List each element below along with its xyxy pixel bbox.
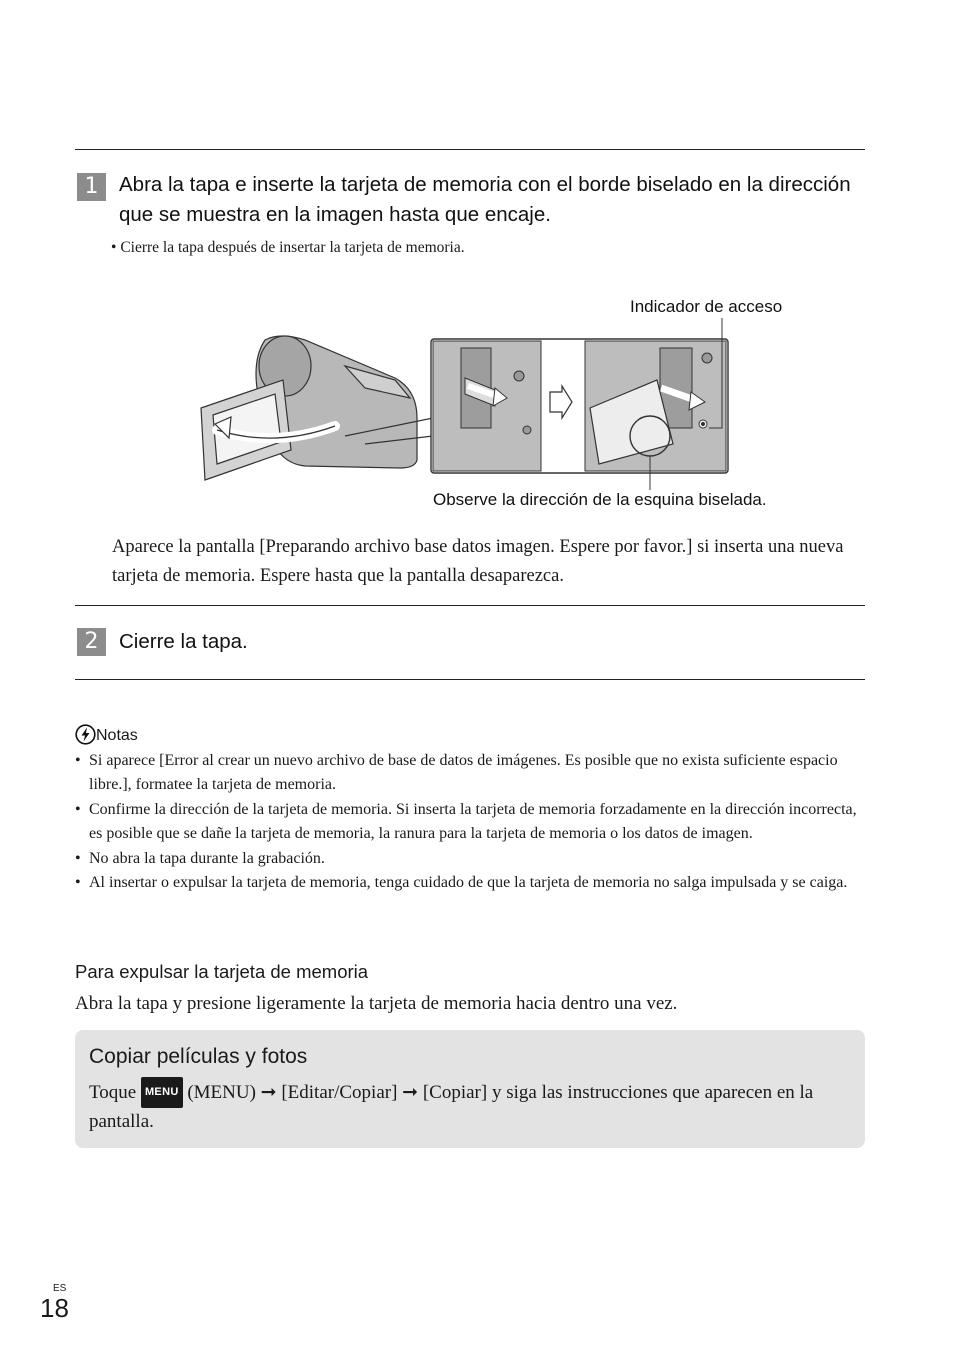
step-1-bullet-text: Cierre la tapa después de insertar la tarjeta de memoria. [120, 239, 465, 256]
eject-heading: Para expulsar la tarjeta de memoria [75, 961, 369, 982]
page-number: 18 [40, 1293, 69, 1323]
step-1-bullet [111, 239, 465, 257]
note-item: • Al insertar o expulsar la tarjeta de memoria, tenga cuidado de que la tarjeta de memoria no salga impulsada y se caiga. [75, 871, 865, 895]
step-2-number: 2 [77, 628, 106, 656]
tip-step-b: [Copiar] y siga las instrucciones que aparecen en la pantalla. [89, 1082, 814, 1132]
caution-icon [75, 724, 96, 745]
camcorder-drawing [201, 336, 433, 480]
page-language: ES [53, 1283, 67, 1294]
tip-prefix: Toque [89, 1082, 137, 1103]
tip-body [89, 1077, 854, 1136]
arrow-right-icon: ➞ [402, 1082, 419, 1103]
copy-tip-box [75, 1030, 865, 1148]
rule-after-step-1 [75, 605, 865, 606]
step-2-text: Cierre la tapa. [119, 630, 248, 653]
callout-bevel-corner: Observe la dirección de la esquina biselada. [433, 490, 767, 509]
eject-text: Abra la tapa y presione ligeramente la tarjeta de memoria hacia dentro una vez. [75, 993, 678, 1014]
preparing-paragraph: Aparece la pantalla [Preparando archivo base datos imagen. Espere por favor.] si inserta una nueva tarjeta de memoria. Espere hasta que la pantalla desaparezca. [112, 537, 844, 586]
callout-access-indicator: Indicador de acceso [630, 297, 783, 316]
top-rule [75, 149, 865, 150]
rule-after-step-2 [75, 679, 865, 680]
bullet-dot: • [111, 239, 121, 256]
notes-heading-text: Notas [96, 727, 138, 744]
notes-heading [75, 724, 138, 745]
note-item: • No abra la tapa durante la grabación. [75, 847, 865, 871]
memory-card-illustration [195, 318, 745, 490]
note-item: • Confirme la dirección de la tarjeta de memoria. Si inserta la tarjeta de memoria forzadamente en la dirección incorrecta, es posible que se dañe la tarjeta de memoria, la ranura para la tarjeta de memoria o los datos de imagen. [75, 798, 865, 847]
note-item: • Si aparece [Error al crear un nuevo archivo de base de datos de imágenes. Es posible que no exista suficiente espacio libre.], formatee la tarjeta de memoria. [75, 749, 865, 798]
step-1-number: 1 [77, 173, 106, 201]
notes-list [75, 749, 865, 895]
tip-menu-label: (MENU) [187, 1082, 256, 1103]
step-1-text: Abra la tapa e inserte la tarjeta de memoria con el borde biselado en la dirección que se muestra en la imagen hasta que encaje. [119, 173, 851, 226]
tip-step-a: [Editar/Copiar] [281, 1082, 398, 1103]
tip-title: Copiar películas y fotos [89, 1045, 308, 1068]
arrow-right-icon: ➞ [260, 1082, 277, 1103]
inset-slot-left [433, 341, 541, 471]
menu-key-icon: MENU [141, 1077, 183, 1108]
